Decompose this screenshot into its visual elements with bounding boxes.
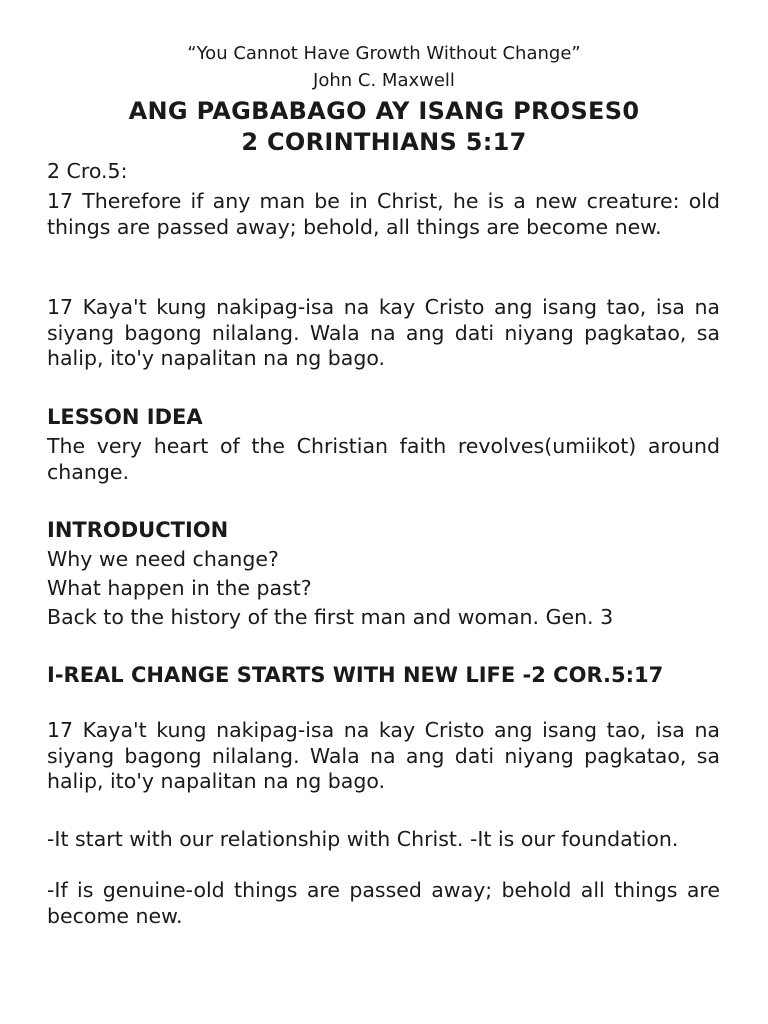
scripture-english: 17 Therefore if any man be in Christ, he is a new creature: old things are passed away; behold, all things are become new. (47, 189, 720, 239)
epigraph-author: John C. Maxwell (313, 70, 455, 91)
document-title: ANG PAGBABAGO AY ISANG PROSES0 (128, 97, 640, 125)
point1-verse: 17 Kaya't kung nakipag-isa na kay Cristo ang isang tao, isa na siyang bagong nilalang. Wala na ang dati niyang pagkatao, sa halip, ito'y napalitan na ng bago. (47, 718, 720, 793)
introduction-line-3: Back to the history of the first man and woman. Gen. 3 (47, 605, 614, 629)
point1-heading: I-REAL CHANGE STARTS WITH NEW LIFE -2 COR.5:17 (47, 663, 664, 687)
introduction-heading: INTRODUCTION (47, 518, 229, 542)
scripture-reference: 2 Cro.5: (47, 159, 128, 183)
lesson-idea-heading: LESSON IDEA (47, 405, 203, 429)
point1-note-1: -It start with our relationship with Christ. -It is our foundation. (47, 827, 679, 851)
point1-note-2: -If is genuine-old things are passed away; behold all things are become new. (47, 878, 720, 928)
document-subtitle-reference: 2 CORINTHIANS 5:17 (241, 128, 527, 156)
introduction-line-2: What happen in the past? (47, 576, 312, 600)
epigraph-quote: “You Cannot Have Growth Without Change” (187, 43, 581, 64)
scripture-tagalog: 17 Kaya't kung nakipag-isa na kay Cristo ang isang tao, isa na siyang bagong nilalang. Wala na ang dati niyang pagkatao, sa halip, ito'y napalitan na ng bago. (47, 295, 720, 370)
lesson-idea-text: The very heart of the Christian faith revolves(umiikot) around change. (47, 434, 720, 484)
introduction-line-1: Why we need change? (47, 547, 279, 571)
